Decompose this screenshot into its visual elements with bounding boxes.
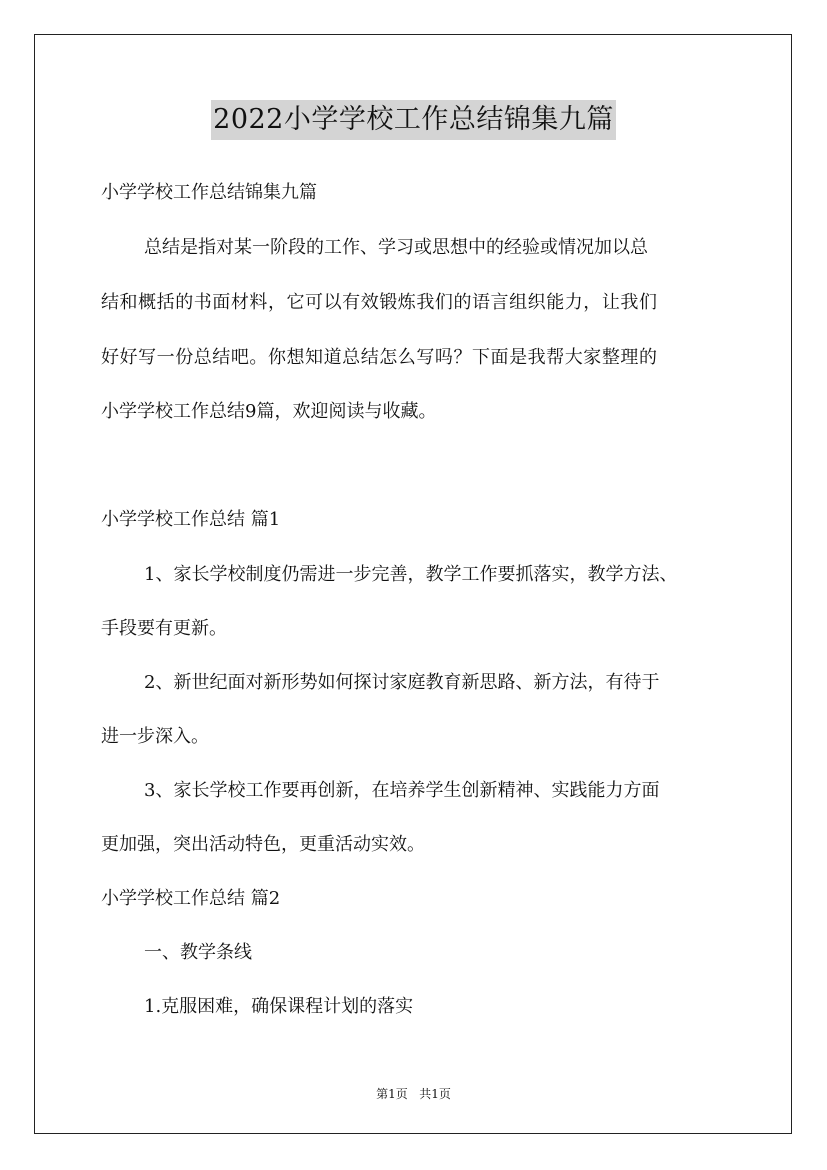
page-footer: [0, 1086, 827, 1102]
subtitle: 小学学校工作总结锦集九篇: [101, 182, 317, 203]
page-total: 共1页: [419, 1087, 451, 1101]
intro-line-2: 结和概括的书面材料，它可以有效锻炼我们的语言组织能力，让我们: [101, 292, 658, 313]
section2-heading: 小学学校工作总结 篇2: [101, 888, 281, 909]
section1-line-1: 1、家长学校制度仍需进一步完善，教学工作要抓落实，教学方法、: [144, 564, 678, 585]
section1-line-5: 3、家长学校工作要再创新，在培养学生创新精神、实践能力方面: [144, 780, 660, 801]
intro-line-3: 好好写一份总结吧。你想知道总结怎么写吗？下面是我帮大家整理的: [101, 347, 658, 368]
section2-line-2: 1.克服困难，确保课程计划的落实: [144, 996, 414, 1017]
section1-line-3: 2、新世纪面对新形势如何探讨家庭教育新思路、新方法，有待于: [144, 672, 660, 693]
section1-heading: 小学学校工作总结 篇1: [101, 509, 281, 530]
intro-text: 总结是指对某一阶段的工作、学习或思想中的经验或情况加以总: [144, 237, 648, 258]
section2-line-1: 一、教学条线: [144, 942, 252, 963]
page-number: 第1页: [376, 1087, 408, 1101]
document-title: 2022小学学校工作总结锦集九篇: [211, 100, 616, 140]
section1-line-4: 进一步深入。: [101, 726, 209, 747]
intro-line-1: [144, 236, 724, 260]
section1-line-2: 手段要有更新。: [101, 618, 227, 639]
section1-line-6: 更加强，突出活动特色，更重活动实效。: [101, 834, 425, 855]
intro-line-4: 小学学校工作总结9篇，欢迎阅读与收藏。: [101, 401, 437, 422]
title-container: [0, 100, 827, 140]
